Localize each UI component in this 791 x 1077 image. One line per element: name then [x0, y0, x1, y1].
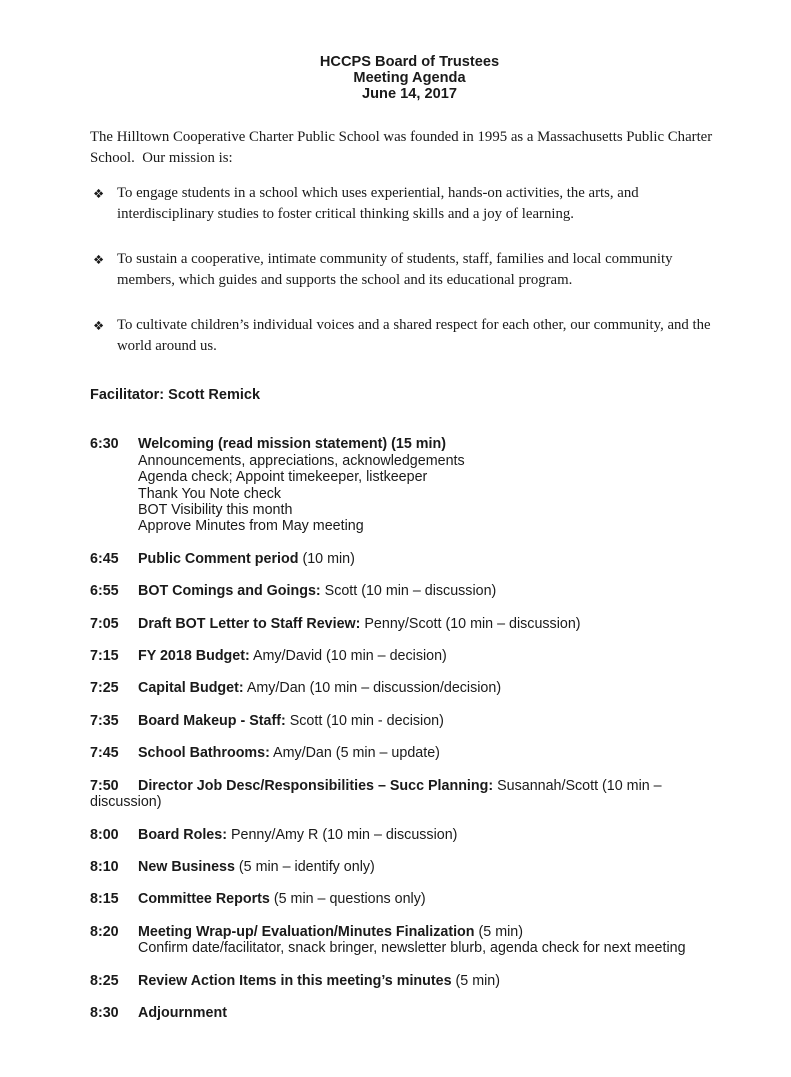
mission-bullet-list — [90, 183, 729, 356]
agenda-topic: Welcoming (read mission statement) (15 min) — [138, 436, 446, 453]
agenda-time: 7:45 — [90, 745, 119, 762]
agenda-line — [90, 648, 729, 664]
agenda-subitem: Agenda check; Appoint timekeeper, listkeeper — [138, 469, 428, 486]
agenda-line — [90, 583, 729, 599]
agenda-time: 8:20 — [90, 923, 119, 940]
agenda-detail: Amy/Dan (5 min – update) — [269, 745, 440, 762]
agenda-time: 8:15 — [90, 891, 119, 908]
intro-paragraph: The Hilltown Cooperative Charter Public School was founded in 1995 as a Massachusetts Public Charter School. Our mission is: — [90, 129, 716, 166]
agenda-item — [90, 973, 729, 989]
agenda-item — [90, 859, 729, 875]
agenda-topic: Board Makeup - Staff: — [138, 712, 286, 729]
agenda-line — [90, 891, 729, 907]
agenda-line — [90, 827, 729, 843]
mission-bullet-text: To engage students in a school which uses experiential, hands-on activities, the arts, and interdisciplinary studies to foster critical thinking skills and a joy of learning. — [117, 185, 639, 222]
agenda-topic: Committee Reports — [138, 891, 270, 908]
agenda-topic: New Business — [138, 858, 235, 875]
diamond-bullet-icon: ❖ — [93, 186, 105, 201]
document-header — [90, 54, 729, 102]
agenda-line — [90, 616, 729, 632]
agenda-topic: Capital Budget: — [138, 680, 244, 697]
agenda-line — [90, 924, 729, 940]
agenda-item — [90, 648, 729, 664]
agenda-subitem: Announcements, appreciations, acknowledgements — [138, 452, 465, 469]
agenda-item — [90, 778, 729, 811]
agenda-item — [90, 1005, 729, 1021]
agenda-detail: (10 min) — [298, 550, 355, 567]
agenda-item — [90, 827, 729, 843]
agenda-line — [90, 551, 729, 567]
agenda-line — [90, 745, 729, 761]
document-title-line: HCCPS Board of Trustees — [319, 54, 500, 70]
agenda-topic: BOT Comings and Goings: — [138, 583, 321, 600]
agenda-time: 6:30 — [90, 436, 119, 453]
agenda-line — [90, 1005, 729, 1021]
agenda-detail: Scott (10 min - decision) — [285, 712, 444, 729]
agenda-detail: Amy/Dan (10 min – discussion/decision) — [243, 680, 502, 697]
mission-bullet — [90, 183, 729, 224]
agenda-detail: (5 min – identify only) — [234, 858, 375, 875]
agenda-detail: Penny/Amy R (10 min – discussion) — [226, 826, 458, 843]
agenda-detail: Susannah/Scott (10 min – discussion) — [90, 777, 666, 811]
agenda-item — [90, 583, 729, 599]
mission-bullet — [90, 249, 729, 290]
agenda-topic: Review Action Items in this meeting’s minutes — [138, 972, 452, 989]
agenda-time: 6:45 — [90, 550, 119, 567]
agenda-time: 8:10 — [90, 858, 119, 875]
agenda-subitem: BOT Visibility this month — [138, 502, 293, 519]
mission-bullet-text: To cultivate children’s individual voices and a shared respect for each other, our community, and the world around us. — [117, 317, 711, 354]
agenda-time: 6:55 — [90, 583, 119, 600]
agenda-topic: FY 2018 Budget: — [138, 648, 250, 665]
agenda-line — [90, 859, 729, 875]
agenda-topic: Adjournment — [138, 1004, 227, 1021]
agenda-item — [90, 616, 729, 632]
agenda-topic: Draft BOT Letter to Staff Review: — [138, 615, 361, 632]
agenda-subitem-list — [90, 940, 729, 956]
document-title-line: Meeting Agenda — [353, 70, 466, 86]
facilitator-line: Facilitator: Scott Remick — [90, 387, 261, 403]
agenda-time: 8:00 — [90, 826, 119, 843]
mission-bullet — [90, 315, 729, 356]
agenda-detail: (5 min) — [474, 923, 523, 940]
agenda-list — [90, 436, 729, 1021]
agenda-detail: (5 min) — [451, 972, 501, 989]
agenda-time: 8:30 — [90, 1004, 119, 1021]
agenda-detail: Scott (10 min – discussion) — [320, 583, 497, 600]
agenda-line — [90, 680, 729, 696]
agenda-line — [90, 436, 729, 452]
agenda-topic: School Bathrooms: — [138, 745, 270, 762]
agenda-subitem: Approve Minutes from May meeting — [138, 518, 364, 535]
agenda-item — [90, 680, 729, 696]
agenda-detail: Amy/David (10 min – decision) — [249, 648, 447, 665]
agenda-time: 7:50 — [90, 777, 119, 794]
diamond-bullet-icon: ❖ — [93, 252, 105, 267]
agenda-detail: (5 min – questions only) — [269, 891, 426, 908]
diamond-bullet-icon: ❖ — [93, 318, 105, 333]
agenda-detail: Penny/Scott (10 min – discussion) — [360, 615, 581, 632]
agenda-topic: Public Comment period — [138, 550, 299, 567]
agenda-subitem: Confirm date/facilitator, snack bringer, newsletter blurb, agenda check for next meeting — [138, 940, 686, 957]
agenda-topic: Meeting Wrap-up/ Evaluation/Minutes Finalization — [138, 923, 475, 940]
agenda-item — [90, 713, 729, 729]
agenda-time: 8:25 — [90, 972, 119, 989]
agenda-time: 7:35 — [90, 712, 119, 729]
agenda-subitem-list — [90, 453, 729, 535]
agenda-line — [90, 778, 729, 811]
agenda-item — [90, 551, 729, 567]
agenda-time: 7:25 — [90, 680, 119, 697]
agenda-topic: Director Job Desc/Responsibilities – Succ Planning: — [138, 777, 494, 794]
agenda-item — [90, 436, 729, 534]
agenda-line — [90, 973, 729, 989]
agenda-item — [90, 924, 729, 957]
agenda-time: 7:05 — [90, 615, 119, 632]
agenda-line — [90, 713, 729, 729]
document-title-line: June 14, 2017 — [362, 86, 457, 102]
mission-bullet-text: To sustain a cooperative, intimate community of students, staff, families and local community members, which guides and supports the school and its educational program. — [117, 251, 673, 288]
agenda-time: 7:15 — [90, 648, 119, 665]
agenda-topic: Board Roles: — [138, 826, 227, 843]
agenda-subitem: Thank You Note check — [138, 485, 282, 502]
agenda-item — [90, 745, 729, 761]
agenda-item — [90, 891, 729, 907]
